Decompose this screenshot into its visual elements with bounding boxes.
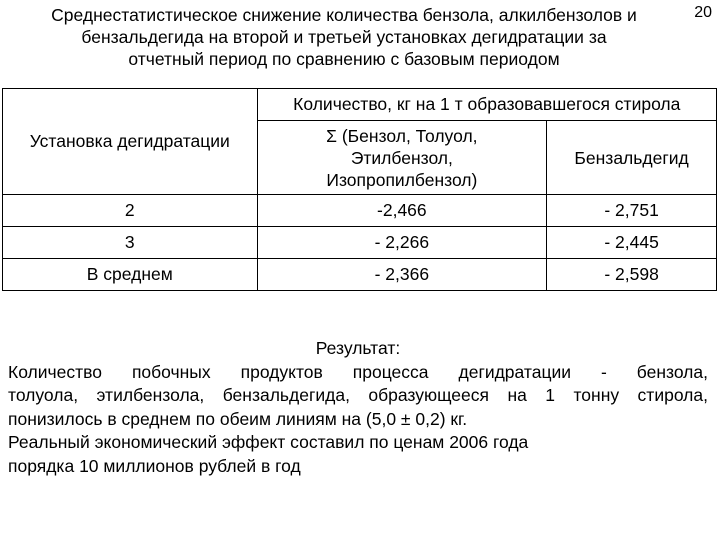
header-unit: Установка дегидратации xyxy=(3,89,258,195)
cell-unit: В среднем xyxy=(3,259,258,291)
cell-sum: - 2,366 xyxy=(257,259,547,291)
header-sum-line: Этилбензол, xyxy=(350,147,453,168)
slide-title-line: Среднестатистическое снижение количества бензола, алкилбензолов и xyxy=(51,5,637,25)
cell-unit: 3 xyxy=(3,227,258,259)
cell-benzaldehyde: - 2,598 xyxy=(547,259,717,291)
header-benzaldehyde: Бензальдегид xyxy=(547,121,717,195)
result-line: порядка 10 миллионов рублей в год xyxy=(8,455,301,476)
result-line: Реальный экономический эффект составил по ценам 2006 года xyxy=(8,432,529,452)
header-sum-line: Σ (Бензол, Толуол, xyxy=(326,125,478,146)
result-line: Количество побочных продуктов процесса дегидратации - бензола, xyxy=(8,361,708,382)
header-sum-line: Изопропилбензол) xyxy=(326,169,478,190)
table-row xyxy=(3,259,717,291)
result-line: понизилось в среднем по обеим линиям на (5,0 ± 0,2) кг. xyxy=(8,408,468,429)
result-line: толуола, этилбензола, бензальдегида, образующееся на 1 тонну стирола, xyxy=(8,385,708,405)
cell-unit: 2 xyxy=(3,195,258,227)
table-row xyxy=(3,227,717,259)
header-sum-aromatics xyxy=(257,121,547,195)
page-number: 20 xyxy=(694,4,712,21)
cell-sum: -2,466 xyxy=(257,195,547,227)
cell-benzaldehyde: - 2,751 xyxy=(547,195,717,227)
slide-title xyxy=(4,4,684,70)
header-quantity-group: Количество, кг на 1 т образовавшегося стирола xyxy=(257,89,716,121)
cell-benzaldehyde: - 2,445 xyxy=(547,227,717,259)
slide-title-line: отчетный период по сравнению с базовым периодом xyxy=(128,49,560,69)
results-table xyxy=(2,88,717,291)
result-block xyxy=(8,337,708,478)
result-title: Результат: xyxy=(315,338,401,358)
table-row xyxy=(3,195,717,227)
cell-sum: - 2,266 xyxy=(257,227,547,259)
slide-title-line: бензальдегида на второй и третьей установках дегидратации за xyxy=(81,27,607,47)
